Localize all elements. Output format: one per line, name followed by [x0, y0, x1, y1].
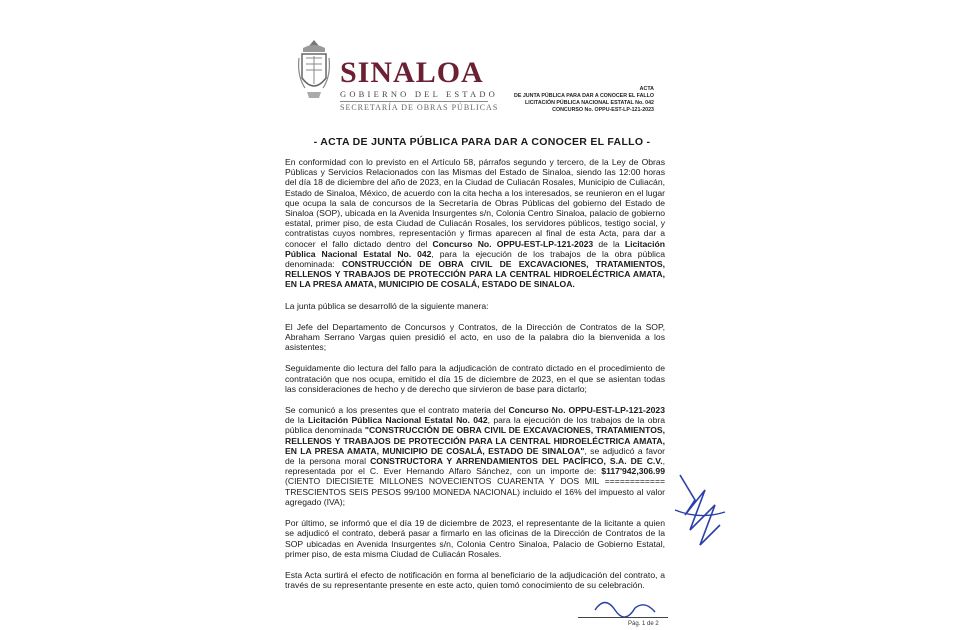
brand-department: SECRETARÍA DE OBRAS PÚBLICAS — [340, 103, 499, 112]
paragraph-text: , para la ejecución de los trabajos de la obra pública denominada — [285, 415, 666, 436]
reference-line: ACTA — [639, 86, 654, 92]
concurso-number: Concurso No. OPPU-EST-LP-121-2023 — [432, 238, 594, 249]
contract-amount: $117'942,306.99 — [601, 466, 665, 477]
reference-line: CONCURSO No. OPPU-EST-LP-121-2023 — [552, 107, 654, 113]
reference-block — [514, 86, 654, 114]
reference-line: LICITACIÓN PÚBLICA NACIONAL ESTATAL No. 042 — [525, 100, 654, 106]
paragraph-reading: Seguidamente dio lectura del fallo para la adjudicación de contrato dictado en el procedimiento de contratación que nos ocupa, emitido el día 15 de diciembre de 2023, en el que se asientan todas las consideraciones de hecho y de derecho que sirvieron de base para dictarlo; — [285, 363, 665, 394]
licitacion-number: Licitación Pública Nacional Estatal No. 042 — [285, 238, 665, 259]
project-name: CONSTRUCCIÓN DE OBRA CIVIL DE EXCAVACIONES, TRATAMIENTOS, RELLENOS Y TRABAJOS DE PROTECCIÓN PARA LA CENTRAL HIDROELÉCTRICA AMATA, EN LA PRESA AMATA, MUNICIPIO DE COSALÁ, ESTADO DE SINALOA. — [285, 259, 665, 290]
brand-divider — [340, 101, 488, 102]
paragraph-text: (CIENTO DIECISIETE MILLONES NOVECIENTOS CUARENTA Y DOS MIL ============ TRESCIENTOS SEIS PESOS 99/100 MONEDA NACIONAL) incluido el 16% del impuesto al valor agregado (IVA); — [285, 476, 665, 507]
document-body — [285, 157, 665, 601]
paragraph-text: , para la ejecución de los trabajos de la obra pública denominada: — [285, 248, 665, 270]
paragraph-text: En conformidad con lo previsto en el Artículo 58, párrafos segundo y tercero, de la Ley de Obras Públicas y Servicios Relacionados con las Mismas del Estado de Sinaloa, siendo las 12:00 horas del día 18 de diciembre del año de 2023, en la Ciudad de Culiacán Rosales, Municipio de Culiacán, Estado de Sinaloa, México, de acuerdo con la cita hecha a los interesados, se reunieron en el lugar que ocupa la sala de concursos de la Secretaría de Obras Públicas del gobierno del Estado de Sinaloa (SOP), ubicada en la Avenida Insurgentes s/n, Colonia Centro Sinaloa, palacio de gobierno estatal, primer piso, de esta Ciudad de Culiacán Rosales, los servidores públicos, testigo social, y contratistas cuyos nombres, representación y firmas aparecen al final de esta Acta, para dar a conocer el fallo dictado dentro del — [285, 157, 665, 249]
page-number: Pág. 1 de 2 — [628, 621, 659, 627]
brand-block — [340, 58, 498, 112]
paragraph-award — [285, 405, 665, 507]
paragraph-opening — [285, 157, 665, 290]
brand-name: SINALOA — [340, 56, 484, 89]
document-title: - ACTA DE JUNTA PÚBLICA PARA DAR A CONOCER EL FALLO - — [313, 136, 651, 148]
contractor-name: CONSTRUCTORA Y ARRENDAMIENTOS DEL PACÍFICO, S.A. DE C.V. — [370, 456, 663, 467]
paragraph-intro: La junta pública se desarrolló de la siguiente manera: — [285, 300, 489, 311]
project-name: "CONSTRUCCIÓN DE OBRA CIVIL DE EXCAVACIONES, TRATAMIENTOS, RELLENOS Y TRABAJOS DE PROTECCIÓN PARA LA CENTRAL HIDROELÉCTRICA AMATA, EN LA PRESA AMATA, MUNICIPIO DE COSALÁ, ESTADO DE SINALOA" — [285, 425, 665, 456]
signature-mark — [660, 470, 730, 560]
paragraph-text: , se adjudicó a favor de la persona moral — [285, 445, 665, 467]
paragraph-signing: Por último, se informó que el día 19 de diciembre de 2023, el representante de la licitante a quien se adjudicó el contrato, deberá pasar a firmarlo en las oficinas de la Dirección de Contratos de la SOP ubicadas en Avenida Insurgentes s/n, Colonia Centro Sinaloa, Palacio de Gobierno Estatal, primer piso, de esta misma Ciudad de Culiacán Rosales. — [285, 518, 665, 559]
paragraph-text: , representada por el C. Ever Hernando Alfaro Sánchez, con un importe de: — [285, 456, 666, 477]
concurso-number: Concurso No. OPPU-EST-LP-121-2023 — [508, 405, 665, 416]
paragraph-welcome: El Jefe del Departamento de Concursos y Contratos, de la Dirección de Contratos de la SOP, Abraham Serrano Vargas quien presidió el acto, en uso de la palabra dio la bienvenida a los asistentes; — [285, 321, 665, 353]
paragraph-text: de la — [593, 238, 625, 249]
paragraph-notification: Esta Acta surtirá el efecto de notificación en forma al beneficiario de la adjudicación del contrato, a través de su representante presente en este acto, quien tomó conocimiento de su celebración. — [285, 569, 665, 591]
paragraph-text: de la — [285, 415, 308, 426]
footer-rule — [578, 617, 668, 618]
brand-subtitle: GOBIERNO DEL ESTADO — [340, 89, 499, 99]
paragraph-text: Se comunicó a los presentes que el contrato materia del — [285, 405, 509, 416]
state-seal-icon — [297, 38, 331, 100]
reference-line: DE JUNTA PÚBLICA PARA DAR A CONOCER EL FALLO — [514, 93, 654, 99]
licitacion-number: Licitación Pública Nacional Estatal No. 042 — [307, 415, 488, 426]
